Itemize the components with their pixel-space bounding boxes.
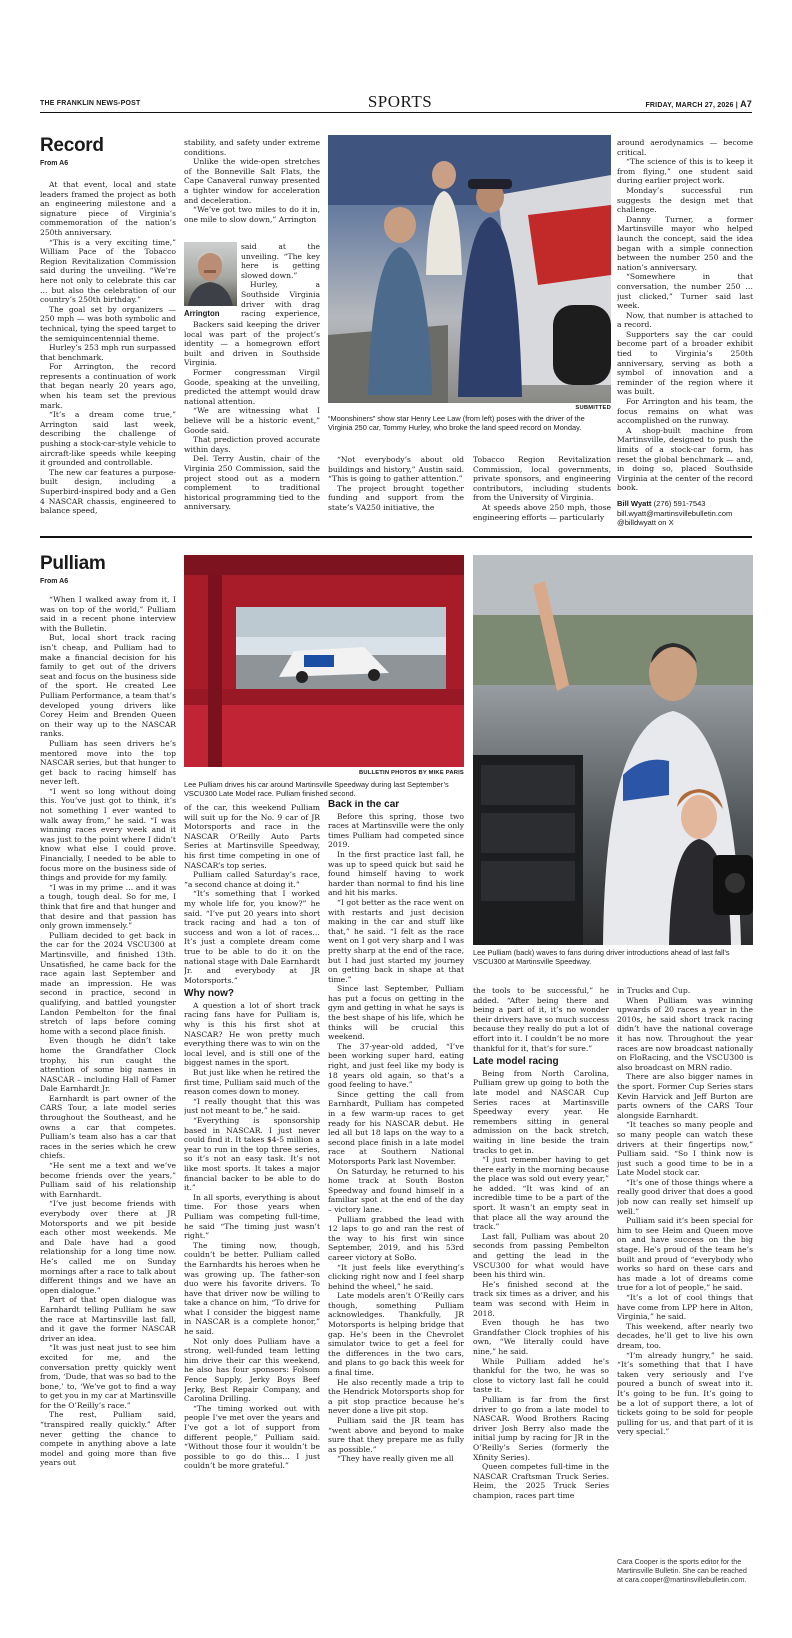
pulliam-photo-caption-1: Lee Pulliam drives his car around Martinsville Speedway during last September’s VSCU300 Late Model race. Pulliam finished second.: [184, 780, 449, 799]
paragraph: “He sent me a text and we’ve become friends over the years,” Pulliam said of his relationship with Earnhardt.: [40, 1161, 176, 1199]
byline-name-line: [617, 499, 757, 509]
paragraph: Pulliam called Saturday’s race, “a second chance at doing it.”: [184, 870, 320, 889]
paragraph: While Pulliam added he’s thankful for the two, he was so close to victory last fall he could taste it.: [473, 1356, 609, 1395]
paragraph: of the car, this weekend Pulliam will suit up for the No. 9 car of JR Motorsports and race in the NASCAR O’Reilly Auto Parts Series at Martinsville Speedway, his first time competing in one of NASCAR’s top series.: [184, 803, 320, 870]
paragraph: Backers said keeping the driver local was part of the project’s identity — a homegrown effort built and driven in Southside Virginia.: [184, 320, 320, 368]
paragraph: “Everything is sponsorship based in NASCAR. I just never could find it. It takes $4-5 million a year to run in the top three series, so it’s not an easy task. It’s not like most sports. It takes a major financial backer to be able to do it.”: [184, 1116, 320, 1193]
paragraph: Del. Terry Austin, chair of the Virginia 250 Commission, said the project stood out as a modern complement to traditional historical programming tied to the anniversary.: [184, 454, 320, 512]
arrington-portrait-graphic: [184, 242, 237, 306]
paragraph: stability, and safety under extreme conditions.: [184, 138, 320, 157]
paragraph: “We are witnessing what I believe will be a historic event,” Goode said.: [184, 406, 320, 435]
paragraph: Hurley’s 253 mph run surpassed that benchmark.: [40, 343, 176, 362]
paragraph: The goal set by organizers — 250 mph — was both symbolic and technical, tying the speed target to the semiquincentennial theme.: [40, 304, 176, 343]
arrington-mugshot: [184, 242, 237, 306]
story-divider: [40, 536, 752, 538]
paragraph: Tobacco Region Revitalization Commission, local governments, private sponsors, and engineering contributors, including students from the University of Virginia.: [473, 455, 611, 503]
paragraph: At that event, local and state leaders framed the project as both an engineering milestone and a signature piece of Virginia’s commemoration of the nation’s 250th anniversary.: [40, 180, 176, 237]
paragraph: “It’s a lot of cool things that have come from LPP here in Alton, Virginia,” he said.: [617, 1293, 753, 1322]
paragraph: The rest, Pulliam said, “transpired really quickly.” After never getting the chance to compete in anything above a late model and going more than five years out: [40, 1410, 176, 1468]
byline-social[interactable]: @billdwyatt on X: [617, 518, 674, 528]
paragraph: Being from North Carolina, Pulliam grew up going to both the late model and NASCAR Cup Series races at Martinsville Speedway every year. He remembers sitting in general admission on the back stretch, waiting in line beside the train tracks to get in.: [473, 1068, 609, 1155]
subhead-late-model-racing: Late model racing: [473, 1056, 559, 1068]
paragraph: That prediction proved accurate within days.: [184, 435, 320, 454]
mug-caption: Arrington: [184, 309, 220, 318]
pulliam-column-2: [184, 803, 320, 1625]
paragraph: Supporters say the car could become part of a broader exhibit tied to Virginia’s 250th anniversary, serving as both a symbol of innovation and a reminder of the region where it was built.: [617, 329, 753, 397]
subhead-why-now: Why now?: [184, 988, 234, 1000]
paragraph: Last fall, Pulliam was about 20 seconds from passing Pembelton and getting the lead in the VSCU300 for what would have been his third win.: [473, 1231, 609, 1280]
paragraph: Hurley, a Southside Virginia driver with drag racing experience,: [241, 280, 320, 319]
byline-phone: (276) 591-7543: [653, 499, 706, 508]
byline-email[interactable]: bill.wyatt@martinsvillebulletin.com: [617, 508, 733, 518]
paragraph: Part of that open dialogue was Earnhardt telling Pulliam he saw the race at Martinsville last fall, and it gave the former NASCAR driver an idea.: [40, 1295, 176, 1343]
paragraph: “The timing worked out with people I’ve met over the years and I’ve got a lot of support from different people,” Pulliam said. “Without those four it wouldn’t be possible to go do this… I just couldn’t be more grateful.”: [184, 1403, 320, 1471]
pulliam-tagline: Cara Cooper is the sports editor for the Martinsville Bulletin. She can be reached at cara.cooper@martinsvillebulletin.com.: [617, 1557, 747, 1585]
record-byline: [617, 499, 757, 528]
paragraph: “I really thought that this was just not meant to be,” he said.: [184, 1096, 320, 1116]
paragraph: “It just feels like everything’s clicking right now and I feel sharp behind the wheel,” he said.: [328, 1262, 464, 1291]
byline-name: Bill Wyatt: [617, 499, 652, 508]
pulliam-photo-caption-2: Lee Pulliam (back) waves to fans during driver introductions ahead of last fall’s VSCU300 at Martinsville Speedway.: [473, 948, 730, 967]
paragraph: Before this spring, those two races at Martinsville were the only times Pulliam had competed since 2019.: [328, 811, 464, 850]
paragraph: around aerodynamics — become critical.: [617, 138, 753, 157]
paragraph: “I got better as the race went on with restarts and just decision making in the car and stuff like that,” he said. “I felt as the race went on I got very sharp and I was pretty sharp at the end of the race, but I had just started my journey on getting back in shape at that time.”: [328, 897, 464, 984]
paragraph: “We’ve got two miles to do it in, one mile to slow down,” Arrington: [184, 205, 320, 224]
paragraph: “It’s one of those things where a really good driver that does a good job now can really set himself up well.”: [617, 1177, 753, 1216]
page-dateline: [645, 99, 752, 109]
paragraph: “I’m already hungry,” he said. “It’s something that that I have taken very seriously and I’ve poured a bunch of sweat into it. It’s going to be fun. It’s going to be a lot of support there, a lot of tickets going to be sold for people pulling for us, and that part of it is very special.”: [617, 1350, 753, 1437]
paragraph: Even though he didn’t take home the Grandfather Clock trophy, his run caught the attention of some big names in NASCAR – including Hall of Famer Dale Earnhardt Jr.: [40, 1036, 176, 1094]
paragraph: There are also bigger names in the sport. Former Cup Series stars Kevin Harvick and Jeff Burton are parts owners of the CARS Tour alongside Earnhardt.: [617, 1072, 753, 1120]
paragraph: But just like when he retired the first time, Pulliam said much of the reason comes down to money.: [184, 1068, 320, 1097]
paragraph: “I went so long without doing this. You’ve just got to think, it’s not something I ever wanted to walk away from,” he said. “I was winning races every week and it was just to the point where I didn’t know what else I could prove. Financially, I needed to be able to focus more on the business side of things and provide for my family.: [40, 786, 176, 883]
paragraph: A question a lot of short track racing fans have for Pulliam is, why is this his first shot at NASCAR? He won pretty much everything there was to win on the local level, and is still one of the biggest names in the sport.: [184, 1000, 320, 1068]
record-column-3: [328, 455, 464, 525]
record-headline: Record: [40, 135, 104, 156]
pulliam-photo-intro: [473, 555, 753, 945]
paragraph: “Not everybody’s about old buildings and history,” Austin said. “This is going to gather attention.”: [328, 455, 464, 484]
record-column-4: [473, 455, 611, 525]
paragraph: “I’ve just become friends with everybody over there at JR Motorsports and we pit beside each other most weekends. Me and Dale have had a good relationship for a long time now. He’s called me on Sunday mornings after a race to talk about different things and we have an open dialogue.”: [40, 1199, 176, 1295]
paper-name: THE FRANKLIN NEWS-POST: [40, 100, 141, 107]
pulliam-column-3: [328, 800, 464, 1625]
paragraph: When Pulliam was winning upwards of 20 races a year in the 2010s, he said short track racing didn’t have the national coverage it has now. Throughout the year races are now broadcast nationally on FloRacing, and the VSCU300 is also broadcast on MRN radio.: [617, 995, 753, 1072]
paragraph: Since getting the call from Earnhardt, Pulliam has competed in a few warm-up races to get ready for his NASCAR debut. He led all but 18 laps on the way to a second place finish in a late model race at Southern National Motorsports Park last November.: [328, 1089, 464, 1166]
paragraph: Since last September, Pulliam has put a focus on getting in the gym and getting in what he says is the best shape of his life, which he thinks will be crucial this weekend.: [328, 984, 464, 1042]
paragraph: Former congressman Virgil Goode, speaking at the unveiling, predicted the attempt would draw national attention.: [184, 367, 320, 406]
paragraph: “The science of this is to keep it from flying,” one student said during earlier project work.: [617, 157, 753, 186]
paragraph: The new car features a purpose-built design, including a Superbird-inspired body and a Gen 4 NASCAR chassis, engineered to balance speed,: [40, 467, 176, 516]
pulliam-jump-line: From A6: [40, 578, 69, 585]
paragraph: The timing now, though, couldn’t be better. Pulliam called the Earnhardts his heroes when he was growing up. The father-son duo were his favorite drivers. To have that driver now be willing to take a chance on him, “To drive for what I consider the biggest name in NASCAR is a complete honor,” he said.: [184, 1240, 320, 1337]
paragraph: But, local short track racing isn’t cheap, and Pulliam had to make a financial decision for his family to get out of the drivers seat and focus on the business side of the sport. He created Lee Pulliam Performance, a team that’s developed young drivers like Corey Heim and Brenden Queen on their way up to the NASCAR ranks.: [40, 633, 176, 739]
paragraph: For Arrington and his team, the focus remains on what was accomplished on the runway.: [617, 397, 753, 426]
record-photo-graphic: [328, 135, 611, 403]
paragraph: “It’s a dream come true,” Arrington said last week, describing the challenge of pushing a stock-car-style vehicle to aircraft-like speeds while keeping it grounded and controllable.: [40, 410, 176, 468]
paragraph: “I was in my prime … and it was a tough, tough deal. So for me, I think that fire and that hunger and that desire and that passion has only grown immensely.”: [40, 882, 176, 931]
record-photo: [328, 135, 611, 403]
garage-photo-graphic: [184, 555, 464, 767]
paragraph: Pulliam said it’s been special for him to see Heim and Queen move on and have success on the big stage. He’s proud of the team he’s built and proud of “everybody who works so hard on these cars and has made a lot of dreams come true for a lot of people,” he said.: [617, 1216, 753, 1293]
record-column-1: [40, 180, 176, 555]
paragraph: Late models aren’t O’Reilly cars though, something Pulliam acknowledges. Thankfully, JR Motorsports is helping bridge that gap. He’s been in the Chevrolet simulator twice to get a feel for the differences in the two cars, and plans to go back this week for a final time.: [328, 1291, 464, 1378]
paragraph: Pulliam decided to get back in the car for the 2024 VSCU300 at Martinsville, and finished 13th. Unsatisfied, he came back for the race again last September and made an impression. He was second in practice, second in qualifying, and battled youngster Landon Pembelton for the final stretch of laps before coming home with a second place finish.: [40, 930, 176, 1036]
paragraph: said at the unveiling. “The key here is getting slowed down.”: [241, 242, 320, 280]
section-title: SPORTS: [367, 92, 433, 111]
header-rule: [40, 112, 752, 113]
paragraph: The project brought together funding and support from the state’s VA250 initiative, the: [328, 483, 464, 512]
issue-date: FRIDAY, MARCH 27, 2026: [645, 102, 734, 109]
paragraph: “This is a very exciting time,” William Pace of the Tobacco Region Revitalization Commission said during the unveiling. “We’re here not only to celebrate this car … but also the celebration of our country’s 250th birthday.”: [40, 237, 176, 305]
paragraph: “They have really given me all: [337, 1454, 454, 1464]
paragraph: Pulliam said the JR team has “went above and beyond to make sure that they prepare me as fully as possible.”: [328, 1416, 464, 1454]
pulliam-photo-garage: [184, 555, 464, 767]
pulliam-column-5: [617, 986, 753, 1546]
paragraph: In the first practice last fall, he was up to speed quick but said he found himself having to work harder than normal to find his line and hit his marks.: [328, 849, 464, 898]
subhead-back-in-the-car: Back in the car: [328, 800, 400, 810]
paragraph: For Arrington, the record represents a continuation of work that began nearly 20 years ago, when his team set the previous mark.: [40, 362, 176, 410]
record-column-5: [617, 138, 753, 498]
paragraph: Now, that number is attached to a record.: [617, 310, 753, 330]
page-number: A7: [740, 99, 752, 109]
paragraph: Danny Turner, a former Martinsville mayor who helped launch the concept, said the idea began with a simple connection between the number 250 and the nation’s anniversary.: [617, 214, 753, 272]
record-column-2-wrap: [241, 242, 320, 320]
paragraph: Not only does Pulliam have a strong, well-funded team letting him drive their car this weekend, he also has four sponsors: Folsom Fence Supply, Jerky Boys Beef Jerky, Best Repair Company, and Carolina Drilling.: [184, 1336, 320, 1404]
pulliam-headline: Pulliam: [40, 553, 106, 574]
paragraph: “It was just neat just to see him excited for me, and the conversation pretty quickly went from, ‘Dude, that was so bad to the bone,’ to, ‘We’ve got to find a way to get you in my car at Martinsville for the O’Reilly’s race.”: [40, 1343, 176, 1410]
record-column-2-top: [184, 138, 320, 241]
paragraph: This weekend, after nearly two decades, he’ll get to live his own dream, too.: [617, 1321, 753, 1350]
paragraph: Earnhardt is part owner of the CARS Tour, a late model series throughout the Southeast, and he owns a car that competes. Pulliam’s team also has a car that races in the series which he crew chiefs.: [40, 1093, 176, 1161]
paragraph: “I just remember having to get there early in the morning because the place was sold out every year,” he added. “It was kind of an incredible time to be a part of the sport. It wasn’t an empty seat in that place all the way around the track.”: [473, 1155, 609, 1232]
paragraph: “It’s something that I worked my whole life for, you know?” he said. “I’ve put 20 years into short track racing and had a ton of success and won a lot of races… It’s just a complete dream come true to be able to do it on the national stage with Dale Earnhardt Jr. and everybody at JR Motorsports.”: [184, 889, 320, 985]
paragraph: “It teaches so many people and so many people can watch these drivers at their fingertips now,” Pulliam said. “So I think now is just such a good time to be in a Late Model stock car.: [617, 1120, 753, 1178]
paragraph: Pulliam has seen drivers he’s mentored move into the top NASCAR series, but that hunger to get back to racing himself has never left.: [40, 738, 176, 787]
dateline-separator: |: [735, 102, 738, 109]
paragraph: Pulliam grabbed the lead with 12 laps to go and ran the rest of the way to his first win since September, 2019, and his 53rd career victory at SoBo.: [328, 1214, 464, 1262]
paragraph: A shop-built machine from Martinsville, designed to push the limits of a stock-car form, has reset the global benchmark — and, in doing so, placed Southside Virginia at the center of the record book.: [617, 425, 753, 493]
pulliam-column-1: [40, 595, 176, 1625]
paragraph: “Somewhere in that conversation, the number 250 … just clicked,” Turner said last week.: [617, 272, 753, 311]
paragraph: Pulliam is far from the first driver to go from a late model to NASCAR. Wood Brothers Racing driver Josh Berry also made the initial jump by racing for JR in the O’Reilly’s Series (formerly the Xfinity Series).: [473, 1394, 609, 1462]
paragraph: in Trucks and Cup.: [617, 986, 691, 995]
record-column-2-rest: [184, 320, 320, 525]
record-photo-credit: SUBMITTED: [575, 405, 611, 411]
paragraph: “When I walked away from it, I was on top of the world,” Pulliam said in a recent phone interview with the Bulletin.: [40, 595, 176, 633]
record-photo-caption: “Moonshiners” show star Henry Lee Law (from left) poses with the driver of the Virginia 250 car, Tommy Hurley, who broke the land speed record on Monday.: [328, 414, 585, 433]
pulliam-photo-credit: BULLETIN PHOTOS BY MIKE PARIS: [358, 770, 464, 776]
pulliam-column-4: [473, 986, 609, 1625]
paragraph: He’s finished second at the track six times as a driver, and his team was second with Heim in 2018.: [473, 1279, 609, 1318]
paragraph: Monday’s successful run suggests the design met that challenge.: [617, 185, 753, 215]
paragraph: On Saturday, he returned to his home track at South Boston Speedway and found himself in a familiar spot at the end of the day – victory lane.: [328, 1166, 464, 1214]
intro-photo-graphic: [473, 555, 753, 945]
paragraph: At speeds above 250 mph, those engineering efforts — particularly: [473, 502, 611, 522]
paragraph: Even though he has two Grandfather Clock trophies of his own, “We literally could have nine,” he said.: [473, 1318, 609, 1356]
paragraph: the tools to be successful,” he added. “After being there and being a part of it, it’s no wonder their drivers have so much success because they really do put a lot of effort into it. I couldn’t be no more thankful for it, that’s for sure.”: [473, 986, 609, 1053]
paragraph: He also recently made a trip to the Hendrick Motorsports shop for a pit stop practice because he’s never done a live pit stop.: [328, 1377, 464, 1416]
record-jump-line: From A6: [40, 160, 69, 167]
paragraph: Unlike the wide-open stretches of the Bonneville Salt Flats, the Cape Canaveral runway presented a tighter window for acceleration and deceleration.: [184, 157, 320, 205]
paragraph: The 37-year-old added, “I’ve been working super hard, eating right, and just feel like my body is 18 years old again, so that’s a good feeling to have.”: [328, 1041, 464, 1090]
paragraph: Queen competes full-time in the NASCAR Craftsman Truck Series. Heim, the 2025 Truck Series champion, races part time: [473, 1462, 609, 1500]
paragraph: In all sports, everything is about time. For those years when Pulliam was competing full-time, he said “The timing just wasn’t right.”: [184, 1192, 320, 1241]
